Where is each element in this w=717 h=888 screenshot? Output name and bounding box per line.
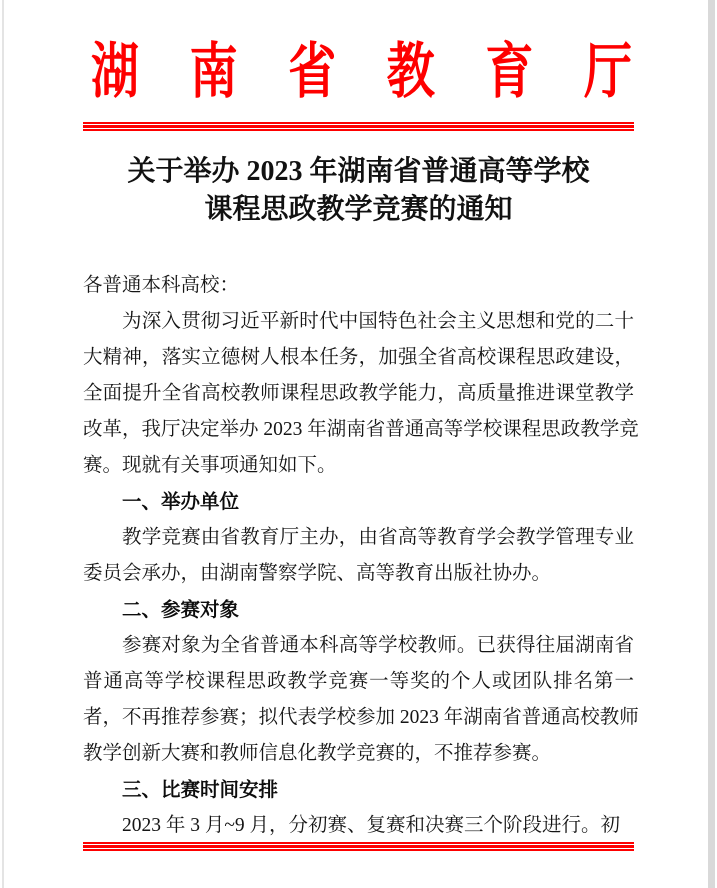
document-title-line2: 课程思政教学竞赛的通知 — [204, 194, 513, 225]
section-heading-1: 一、举办单位 — [122, 491, 240, 513]
paragraph-line: 教学竞赛由省教育厅主办，由省高等教育学会教学管理专业 — [122, 527, 634, 548]
paragraph-line: 教学创新大赛和教师信息化教学竞赛的，不推荐参赛。 — [83, 743, 552, 764]
page-right-edge-strip — [708, 0, 715, 888]
paragraph-line: 全面提升全省高校教师课程思政教学能力，高质量推进课堂教学 — [83, 383, 634, 404]
document-body — [83, 268, 639, 844]
agency-name-char: 湖 — [91, 39, 140, 106]
masthead-separator-rule — [83, 122, 634, 131]
agency-masthead — [91, 40, 632, 106]
paragraph-line: 委员会承办，由湖南警察学院、高等教育出版社协办。 — [83, 563, 552, 584]
document-title — [0, 153, 717, 229]
paragraph-line: 赛。现就有关事项通知如下。 — [83, 455, 337, 476]
page-bottom-rule — [83, 842, 634, 851]
agency-name-char: 省 — [288, 39, 337, 106]
paragraph-line: 为深入贯彻习近平新时代中国特色社会主义思想和党的二十 — [122, 311, 634, 332]
section-heading-3: 三、比赛时间安排 — [122, 779, 279, 801]
document-title-line1: 关于举办 2023 年湖南省普通高等学校 — [127, 156, 590, 187]
salutation: 各普通本科高校： — [83, 275, 240, 296]
page-left-edge — [2, 0, 4, 888]
agency-name-char: 厅 — [583, 39, 632, 106]
paragraph-line: 改革，我厅决定举办 2023 年湖南省普通高等学校课程思政教学竞 — [83, 419, 639, 440]
paragraph-line: 2023 年 3 月~9 月，分初赛、复赛和决赛三个阶段进行。初 — [122, 815, 621, 836]
paragraph-line: 大精神，落实立德树人根本任务，加强全省高校课程思政建设， — [83, 347, 634, 368]
paragraph-line: 参赛对象为全省普通本科高等学校教师。已获得往届湖南省 — [122, 635, 634, 656]
agency-name-char: 南 — [189, 39, 238, 106]
paragraph-line: 者，不再推荐参赛；拟代表学校参加 2023 年湖南省普通高校教师 — [83, 707, 639, 728]
agency-name-char: 育 — [485, 39, 534, 106]
agency-name-char: 教 — [386, 39, 435, 106]
paragraph-line: 普通高等学校课程思政教学竞赛一等奖的个人或团队排名第一 — [83, 671, 634, 692]
section-heading-2: 二、参赛对象 — [122, 599, 240, 621]
